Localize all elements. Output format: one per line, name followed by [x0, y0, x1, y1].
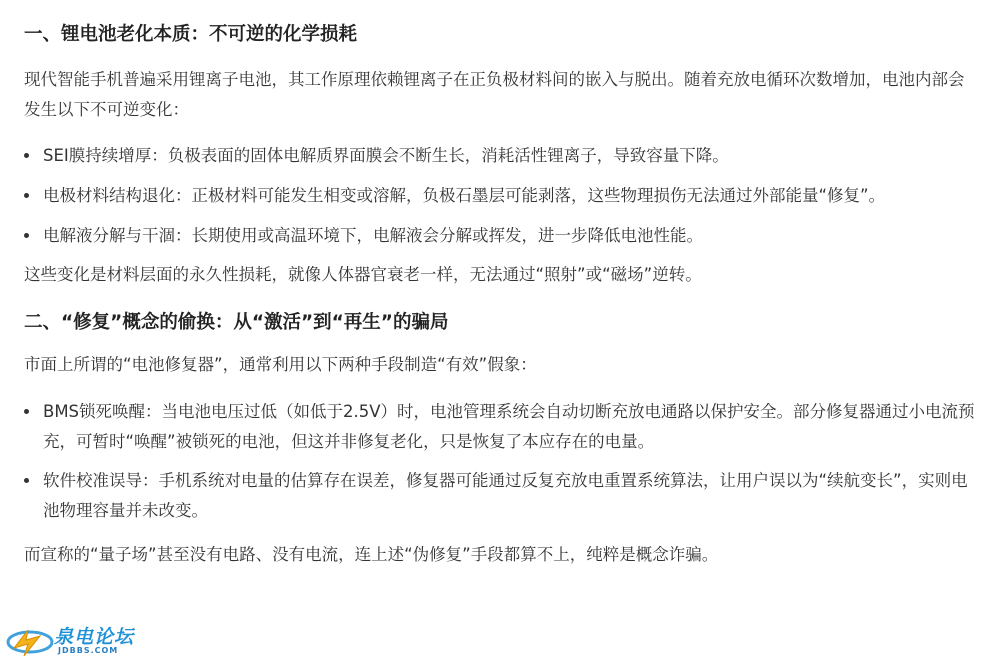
section1-heading: 一、锂电池老化本质：不可逆的化学损耗 [24, 24, 358, 45]
list-item-text: BMS锁死唤醒：当电池电压过低（如低于2.5V）时，电池管理系统会自动切断充放电通路以保护安全。部分修复器通过小电流预充，可暂时“唤醒”被锁死的电池，但这并非修复老化，只是恢复了本应存在的电量。 [43, 402, 975, 451]
section1-intro: 现代智能手机普遍采用锂离子电池，其工作原理依赖锂离子在正负极材料间的嵌入与脱出。随着充放电循环次数增加，电池内部会发生以下不可逆变化： [24, 70, 965, 119]
bullet-icon [24, 478, 29, 483]
watermark-subtext: JDBBS.COM [58, 646, 119, 655]
list-item [24, 141, 979, 171]
list-item-text: 电极材料结构退化：正极材料可能发生相变或溶解，负极石墨层可能剥落，这些物理损伤无法通过外部能量“修复”。 [43, 186, 886, 205]
bullet-icon [24, 193, 29, 198]
article [24, 0, 979, 570]
list-item [24, 221, 979, 251]
bullet-icon [24, 409, 29, 414]
bullet-icon [24, 153, 29, 158]
forum-watermark [0, 620, 135, 662]
list-item-text: 软件校准误导：手机系统对电量的估算存在误差，修复器可能通过反复充放电重置系统算法，让用户误以为“续航变长”，实则电池物理容量并未改变。 [43, 471, 968, 520]
list-item-text: 电解液分解与干涸：长期使用或高温环境下，电解液会分解或挥发，进一步降低电池性能。 [43, 226, 703, 245]
section2-list [24, 397, 979, 526]
list-item [24, 397, 979, 457]
section1-summary: 这些变化是材料层面的永久性损耗，就像人体器官衰老一样，无法通过“照射”或“磁场”逆转。 [24, 265, 702, 284]
section2-intro: 市面上所谓的“电池修复器”，通常利用以下两种手段制造“有效”假象： [24, 355, 537, 374]
section1-list [24, 141, 979, 251]
section2-heading: 二、“修复”概念的偷换：从“激活”到“再生”的骗局 [24, 312, 449, 333]
watermark-text: 泉电论坛 [54, 626, 135, 648]
list-item [24, 466, 979, 526]
list-item-text: SEI膜持续增厚：负极表面的固体电解质界面膜会不断生长，消耗活性锂离子，导致容量下降。 [43, 146, 729, 165]
section2-summary: 而宣称的“量子场”甚至没有电路、没有电流，连上述“伪修复”手段都算不上，纯粹是概念诈骗。 [24, 545, 719, 564]
bullet-icon [24, 233, 29, 238]
list-item [24, 181, 979, 211]
